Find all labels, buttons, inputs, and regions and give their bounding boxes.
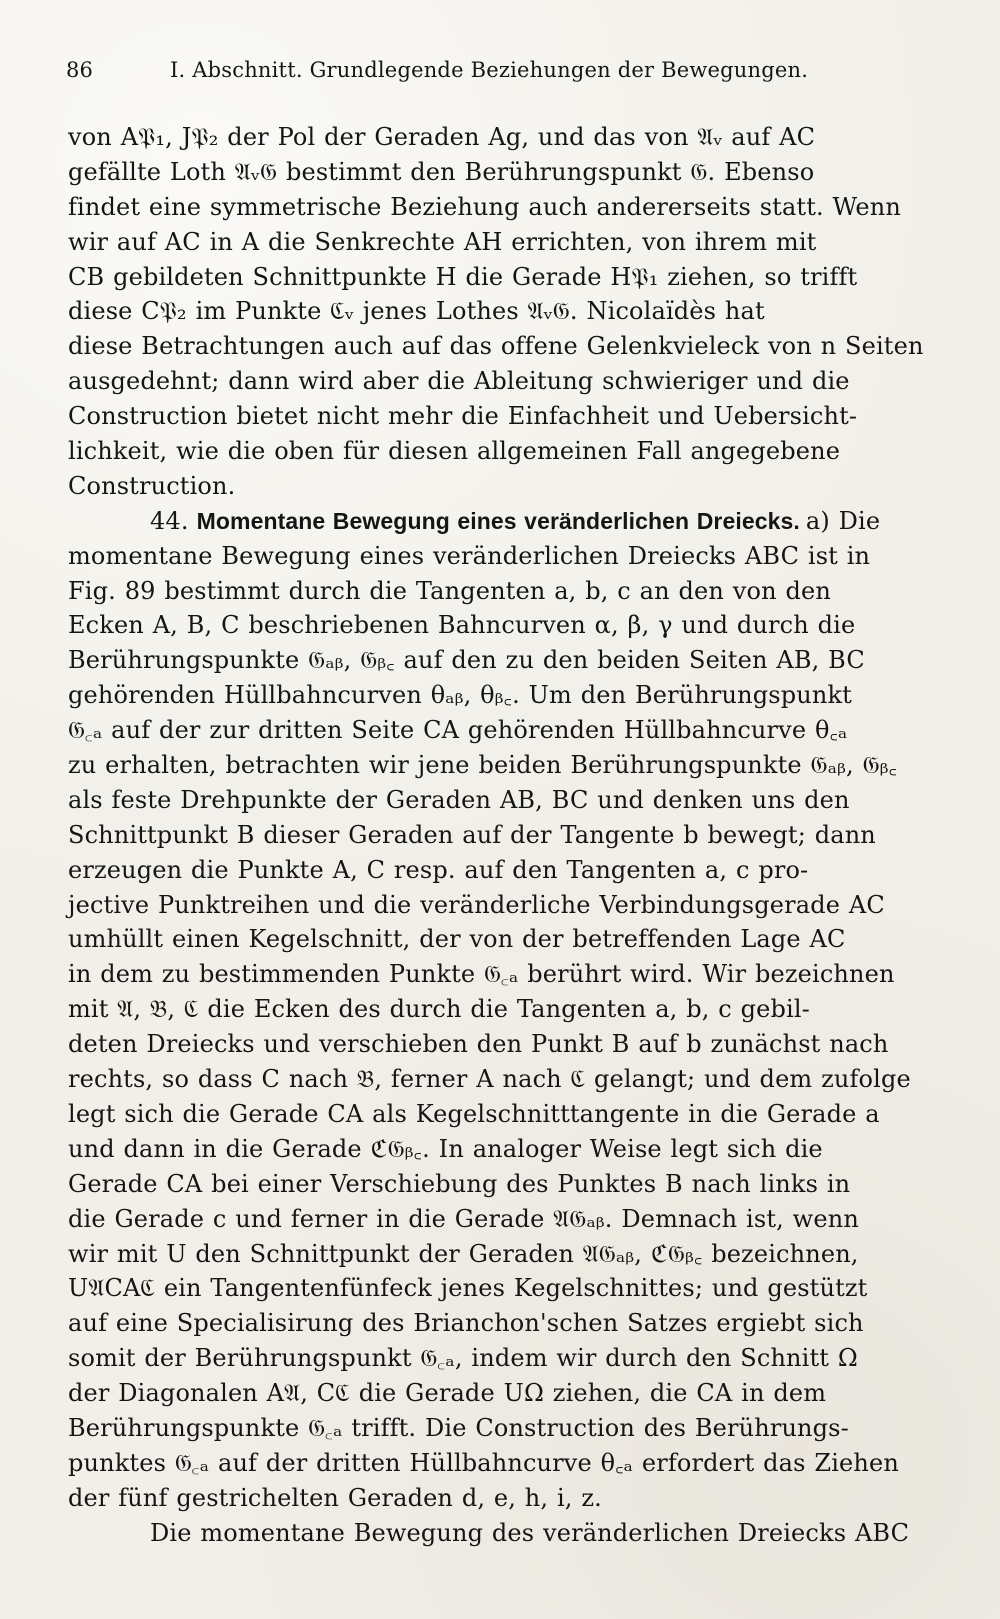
text-block <box>68 120 928 1551</box>
text-line: lichkeit, wie die oben für diesen allgemeinen Fall angegebene <box>68 437 841 466</box>
text-line: momentane Bewegung eines veränderlichen Dreiecks ABC ist in <box>68 541 871 570</box>
text-line: Construction. <box>68 471 236 500</box>
text-line: Berührungspunkte 𝔊ₐᵦ, 𝔊ᵦ꜀ auf den zu den beiden Seiten AB, BC <box>68 646 865 675</box>
section-title: Momentane Bewegung eines veränderlichen Dreiecks. <box>196 507 800 534</box>
text-line: Die momentane Bewegung des veränderlichen Dreiecks ABC <box>150 1518 910 1547</box>
text-line: ausgedehnt; dann wird aber die Ableitung schwieriger und die <box>68 367 850 396</box>
text-line: wir auf AC in A die Senkrechte AH errichten, von ihrem mit <box>68 227 817 256</box>
text-line: rechts, so dass C nach 𝔅, ferner A nach ℭ gelangt; und dem zufolge <box>68 1065 911 1094</box>
text-line: der Diagonalen A𝔄, Cℭ die Gerade UΩ ziehen, die CA in dem <box>68 1379 827 1408</box>
text-line: Gerade CA bei einer Verschiebung des Punktes B nach links in <box>68 1169 851 1198</box>
text-line: und dann in die Gerade ℭ𝔊ᵦ꜀. In analoger Weise legt sich die <box>68 1134 823 1163</box>
page-number: 86 <box>66 58 94 82</box>
text-line: Schnittpunkt B dieser Geraden auf der Tangente b bewegt; dann <box>68 820 876 849</box>
text-line: in dem zu bestimmenden Punkte 𝔊꜀ₐ berührt wird. Wir bezeichnen <box>68 960 895 989</box>
text-line: zu erhalten, betrachten wir jene beiden Berührungspunkte 𝔊ₐᵦ, 𝔊ᵦ꜀ <box>68 751 898 780</box>
text-line: der fünf gestrichelten Geraden d, e, h, i, z. <box>68 1483 602 1512</box>
section-first-line-rest: a) Die <box>805 506 881 535</box>
text-line: findet eine symmetrische Beziehung auch andererseits statt. Wenn <box>68 192 901 221</box>
text-line: somit der Berührungspunkt 𝔊꜀ₐ, indem wir durch den Schnitt Ω <box>68 1344 858 1373</box>
text-line: Fig. 89 bestimmt durch die Tangenten a, b, c an den von den <box>68 576 831 605</box>
text-line: diese C𝔓₂ im Punkte ℭᵥ jenes Lothes 𝔄ᵥ𝔊. Nicolaïdès hat <box>68 297 765 326</box>
text-line: U𝔄CAℭ ein Tangentenfünfeck jenes Kegelschnittes; und gestützt <box>68 1274 868 1303</box>
text-line: als feste Drehpunkte der Geraden AB, BC und denken uns den <box>68 785 850 814</box>
text-line: erzeugen die Punkte A, C resp. auf den Tangenten a, c pro- <box>68 855 809 884</box>
text-line: diese Betrachtungen auch auf das offene Gelenkvieleck von n Seiten <box>68 332 924 361</box>
section-heading-line <box>68 504 928 539</box>
section-number: 44. <box>150 506 189 535</box>
text-line: deten Dreiecks und verschieben den Punkt B auf b zunächst nach <box>68 1030 889 1059</box>
running-head: I. Abschnitt. Grundlegende Beziehungen der Bewegungen. <box>170 58 809 82</box>
text-line: Ecken A, B, C beschriebenen Bahncurven α, β, γ und durch die <box>68 611 856 640</box>
text-line: jective Punktreihen und die veränderliche Verbindungsgerade AC <box>68 890 885 919</box>
text-line: punktes 𝔊꜀ₐ auf der dritten Hüllbahncurve θ꜀ₐ erfordert das Ziehen <box>68 1448 899 1477</box>
text-line: von A𝔓₁, J𝔓₂ der Pol der Geraden Ag, und das von 𝔄ᵥ auf AC <box>68 123 816 151</box>
text-line: Construction bietet nicht mehr die Einfachheit und Uebersicht- <box>68 402 858 431</box>
text-line: CB gebildeten Schnittpunkte H die Gerade H𝔓₁ ziehen, so trifft <box>68 262 858 291</box>
text-line: gefällte Loth 𝔄ᵥ𝔊 bestimmt den Berührungspunkt 𝔊. Ebenso <box>68 157 815 186</box>
text-line: Berührungspunkte 𝔊꜀ₐ trifft. Die Construction des Berührungs- <box>68 1413 849 1442</box>
text-line: umhüllt einen Kegelschnitt, der von der betreffenden Lage AC <box>68 925 846 954</box>
text-line: die Gerade c und ferner in die Gerade 𝔄𝔊ₐᵦ. Demnach ist, wenn <box>68 1204 859 1233</box>
page-header <box>66 58 926 88</box>
text-line: gehörenden Hüllbahncurven θₐᵦ, θᵦ꜀. Um den Berührungspunkt <box>68 681 852 710</box>
text-line: wir mit U den Schnittpunkt der Geraden 𝔄𝔊ₐᵦ, ℭ𝔊ᵦ꜀ bezeichnen, <box>68 1239 859 1268</box>
text-line: auf eine Specialisirung des Brianchon'schen Satzes ergiebt sich <box>68 1309 864 1338</box>
text-line: legt sich die Gerade CA als Kegelschnitttangente in die Gerade a <box>68 1099 880 1128</box>
text-line: 𝔊꜀ₐ auf der zur dritten Seite CA gehörenden Hüllbahncurve θ꜀ₐ <box>68 716 848 745</box>
text-line: mit 𝔄, 𝔅, ℭ die Ecken des durch die Tangenten a, b, c gebil- <box>68 995 810 1024</box>
